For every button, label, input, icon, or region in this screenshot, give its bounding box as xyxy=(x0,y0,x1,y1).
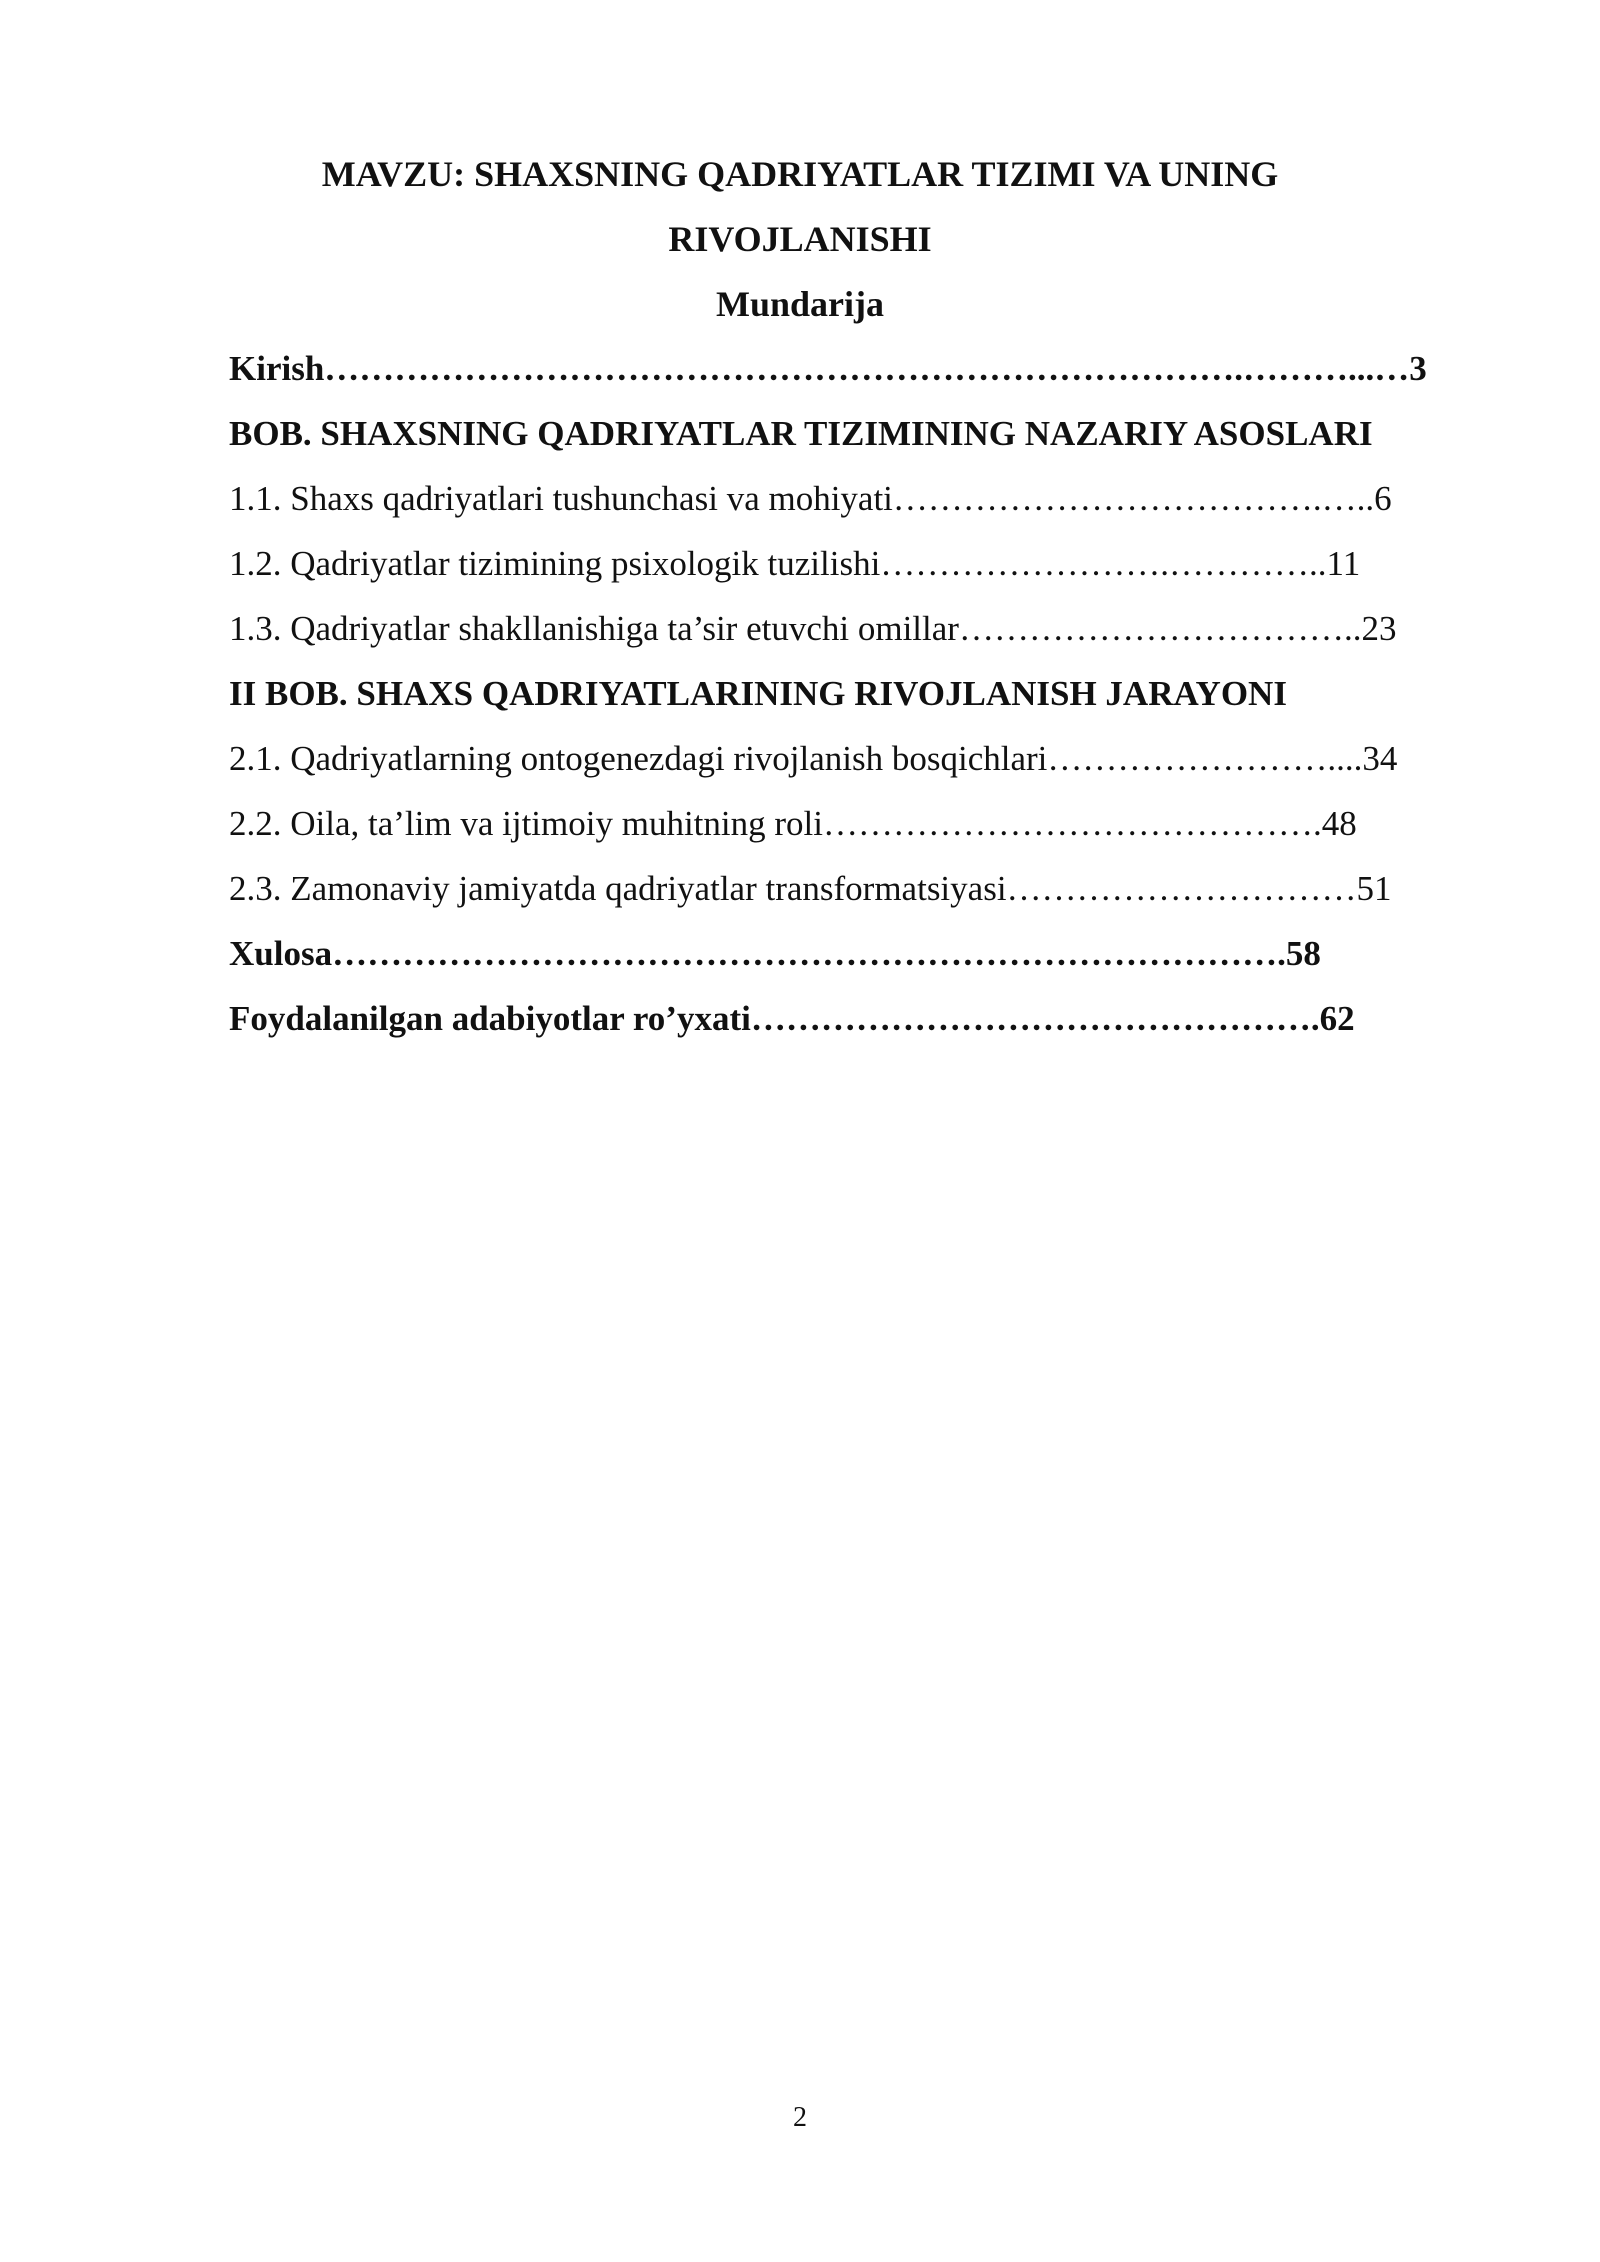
toc-entry-references: Foydalanilgan adabiyotlar ro’yxati………………………………………….62 xyxy=(229,999,1355,1038)
page-number: 2 xyxy=(793,2102,807,2133)
toc-entry-1-1: 1.1. Shaxs qadriyatlari tushunchasi va mohiyati……………………………….…..6 xyxy=(229,479,1392,518)
toc-entry-2-3: 2.3. Zamonaviy jamiyatda qadriyatlar transformatsiyasi…………………………51 xyxy=(229,869,1392,908)
contents-heading: Mundarija xyxy=(715,284,884,324)
toc-entry-1-2: 1.2. Qadriyatlar tizimining psixologik tuzilishi…………………….…………..11 xyxy=(229,544,1361,583)
toc-entry-1-3: 1.3. Qadriyatlar shakllanishiga ta’sir etuvchi omillar……………………………..23 xyxy=(229,609,1397,648)
document-title-line-2: RIVOJLANISHI xyxy=(668,219,932,259)
toc-chapter-2: II BOB. SHAXS QADRIYATLARINING RIVOJLANISH JARAYONI xyxy=(229,674,1287,713)
toc-entry-kirish: Kirish…………………………………………………………………….………...…3 xyxy=(229,349,1427,388)
document-title-line-1: MAVZU: SHAXSNING QADRIYATLAR TIZIMI VA UNING xyxy=(321,154,1279,194)
toc-entry-2-1: 2.1. Qadriyatlarning ontogenezdagi rivojlanish bosqichlari……………………....34 xyxy=(229,739,1398,778)
toc-chapter-1: BOB. SHAXSNING QADRIYATLAR TIZIMINING NAZARIY ASOSLARI xyxy=(229,414,1373,453)
toc-entry-2-2: 2.2. Oila, ta’lim va ijtimoiy muhitning roli…………………………………….48 xyxy=(229,804,1357,843)
toc-entry-xulosa: Xulosa……………………………………………………………………….58 xyxy=(229,934,1321,973)
